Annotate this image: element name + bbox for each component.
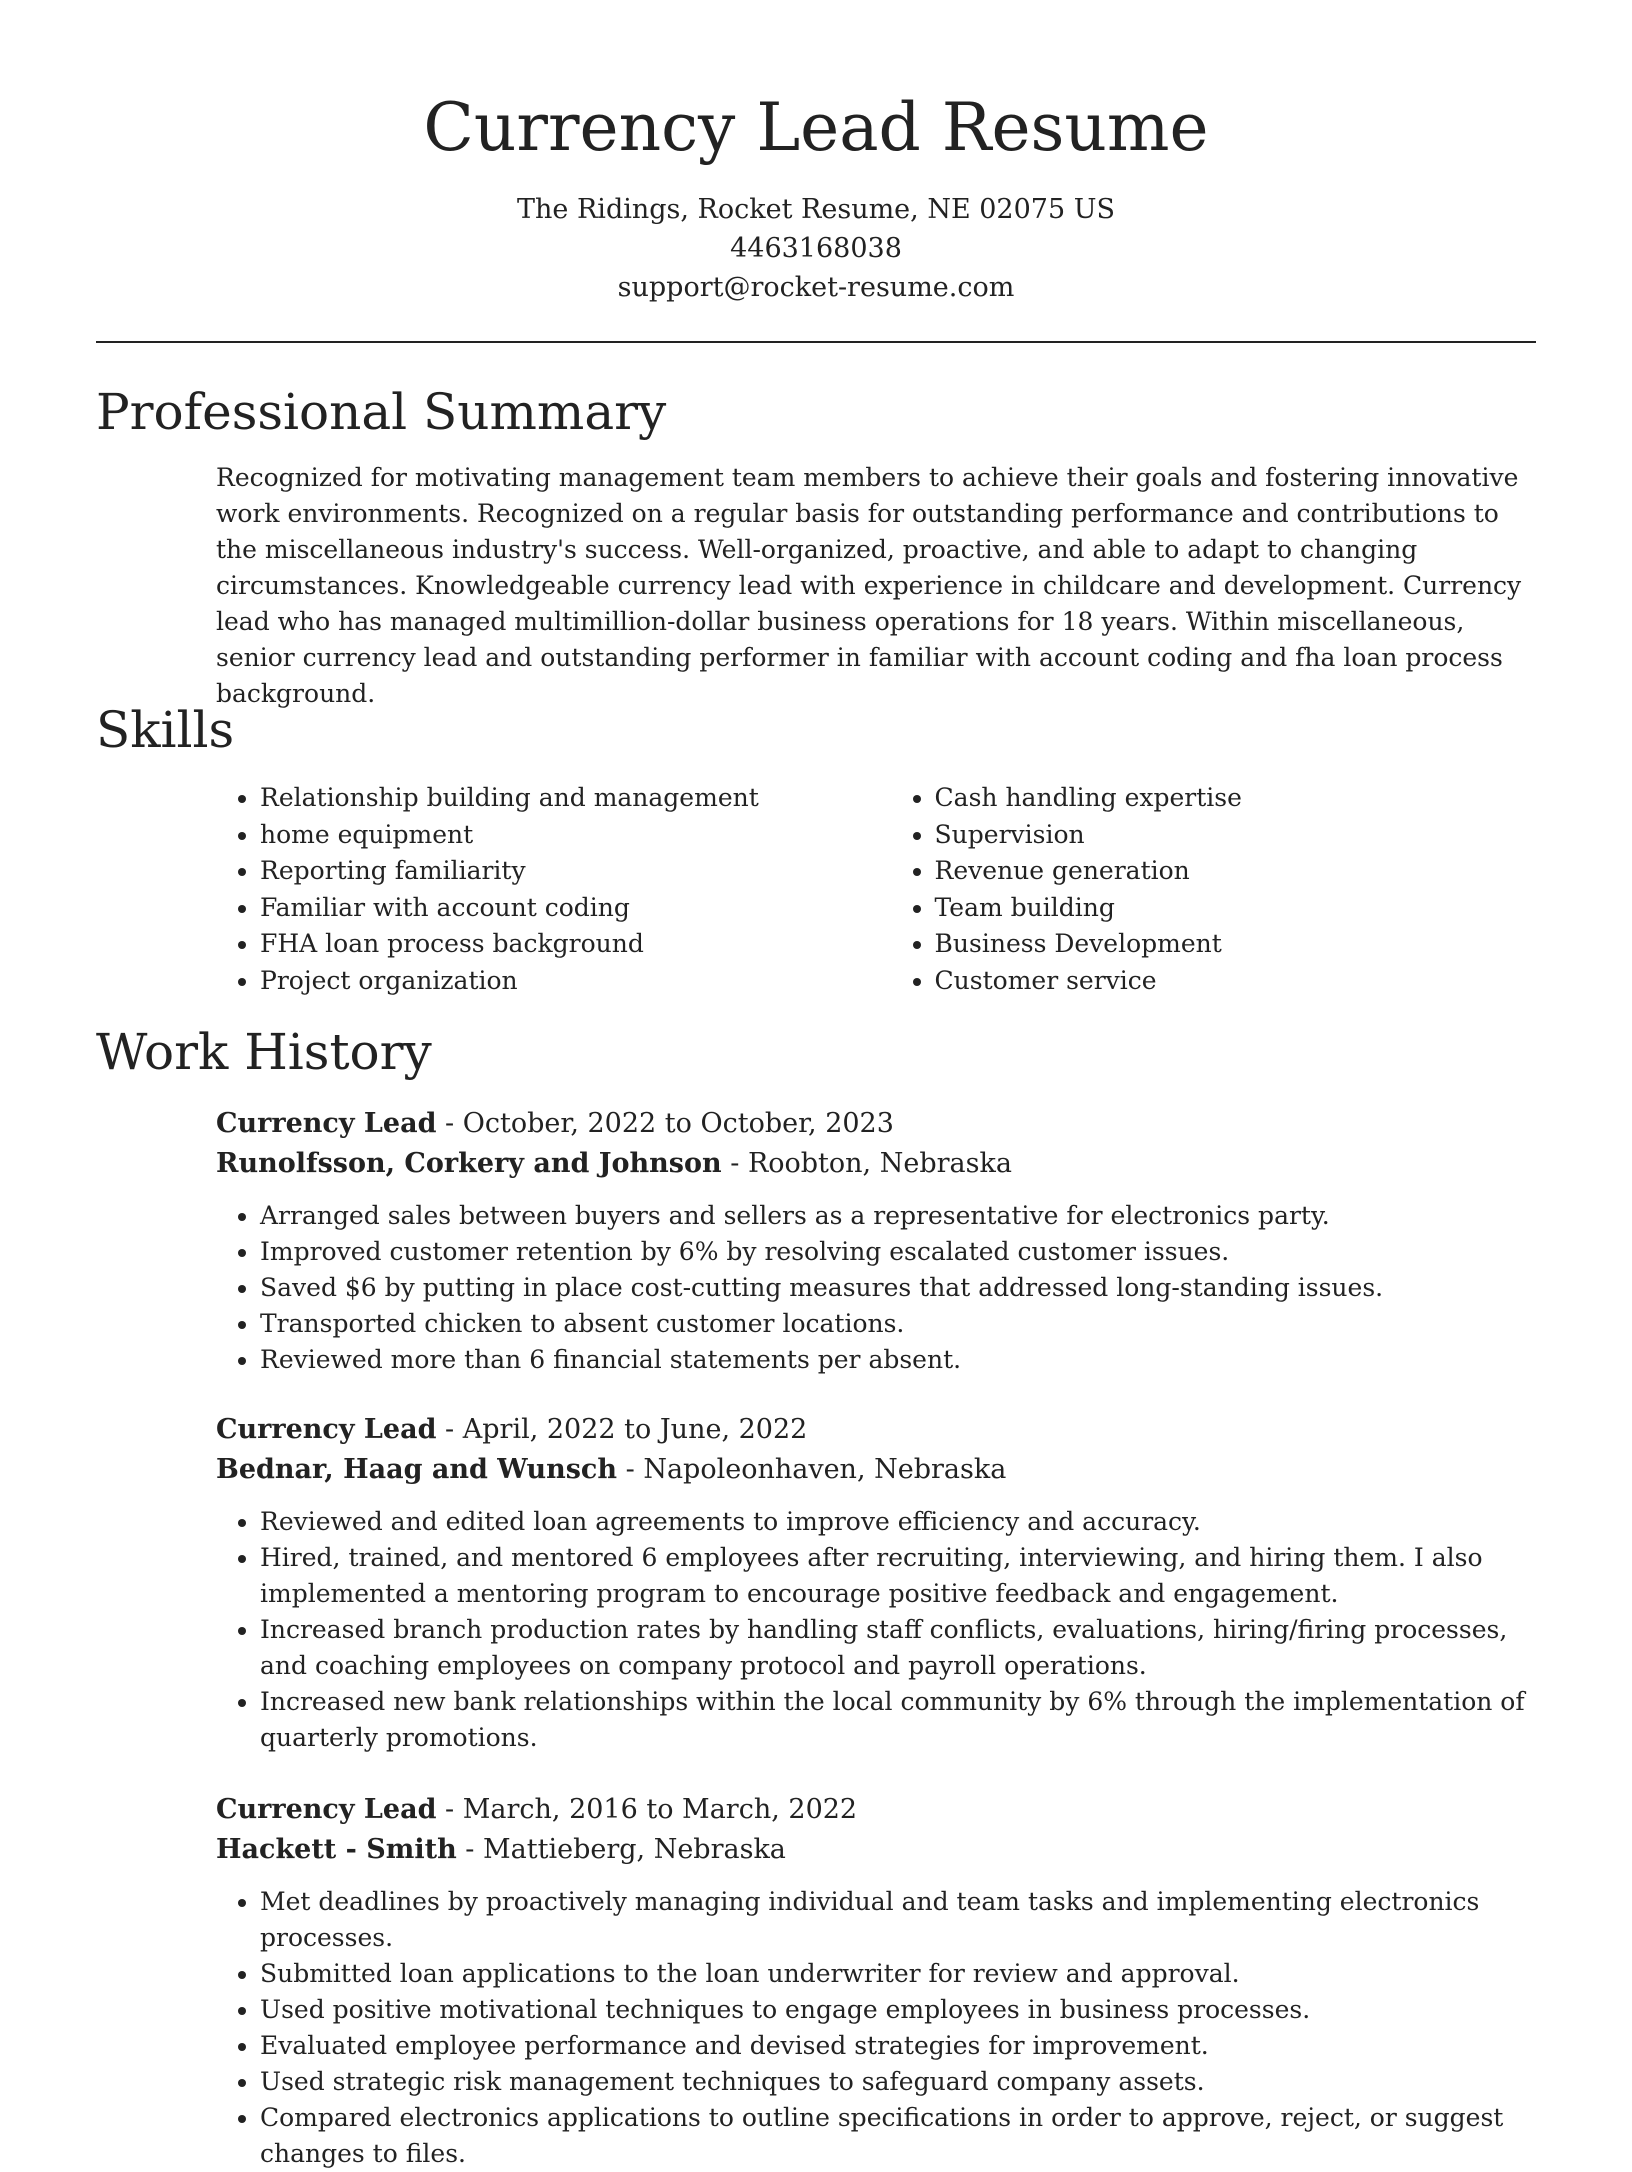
skill-item: • Business Development	[935, 926, 1536, 963]
work-history-heading: Work History	[96, 1023, 432, 1081]
job-company-line	[216, 1144, 1556, 1184]
job-entry	[216, 1410, 1556, 1756]
skill-item: • Cash handling expertise	[935, 780, 1536, 817]
contact-info	[0, 190, 1632, 307]
separator: -	[721, 1148, 748, 1179]
job-location: Roobton, Nebraska	[747, 1148, 1012, 1179]
skill-item: • Project organization	[260, 963, 891, 1000]
job-entry	[216, 1790, 1556, 2172]
skill-item: • Team building	[935, 890, 1536, 927]
job-dates: March, 2016 to March, 2022	[462, 1794, 858, 1825]
job-title-line	[216, 1410, 1556, 1450]
job-bullets	[216, 1504, 1556, 1756]
job-company: Bednar, Haag and Wunsch	[216, 1454, 618, 1485]
header-divider	[96, 341, 1536, 343]
job-location: Mattieberg, Nebraska	[483, 1834, 786, 1865]
job-bullet: • Hired, trained, and mentored 6 employees after recruiting, interviewing, and hiring them. I also implemented a mentoring program to encourage positive feedback and engagement.	[260, 1540, 1556, 1612]
job-role: Currency Lead	[216, 1414, 437, 1445]
skills-column-left	[216, 780, 891, 999]
job-bullet: • Reviewed and edited loan agreements to improve efficiency and accuracy.	[260, 1504, 1556, 1540]
job-bullet: • Used positive motivational techniques to engage employees in business processes.	[260, 1992, 1556, 2028]
separator: -	[436, 1414, 463, 1445]
skill-item: • Supervision	[935, 817, 1536, 854]
job-bullet: • Compared electronics applications to outline specifications in order to approve, reject, or suggest changes to files.	[260, 2100, 1556, 2172]
skill-item: • home equipment	[260, 817, 891, 854]
skills-column-right	[891, 780, 1536, 999]
job-bullet: • Evaluated employee performance and devised strategies for improvement.	[260, 2028, 1556, 2064]
separator: -	[617, 1454, 644, 1485]
job-dates: October, 2022 to October, 2023	[462, 1108, 894, 1139]
summary-text: Recognized for motivating management team members to achieve their goals and fostering innovative work environments. Recognized on a regular basis for outstanding performance and contributions to the miscellaneous industry's success. Well-organized, proactive, and able to adapt to changing circumstances. Knowledgeable currency lead with experience in childcare and development. Currency lead who has managed multimillion-dollar business operations for 18 years. Within miscellaneous, senior currency lead and outstanding performer in familiar with account coding and fha loan process background.	[216, 463, 1522, 708]
job-bullet: • Saved $6 by putting in place cost-cutting measures that addressed long-standing issues.	[260, 1270, 1556, 1306]
job-bullets	[216, 1884, 1556, 2172]
skill-item: • Familiar with account coding	[260, 890, 891, 927]
job-bullet: • Increased branch production rates by handling staff conflicts, evaluations, hiring/firing processes, and coaching employees on company protocol and payroll operations.	[260, 1612, 1556, 1684]
job-company-line	[216, 1830, 1556, 1870]
contact-email: support@rocket-resume.com	[617, 272, 1015, 303]
job-bullet: • Used strategic risk management techniques to safeguard company assets.	[260, 2064, 1556, 2100]
separator: -	[456, 1834, 484, 1865]
skill-item: • Relationship building and management	[260, 780, 891, 817]
skill-item: • Revenue generation	[935, 853, 1536, 890]
contact-address: The Ridings, Rocket Resume, NE 02075 US	[517, 194, 1115, 225]
summary-heading: Professional Summary	[96, 383, 667, 441]
job-company: Runolfsson, Corkery and Johnson	[216, 1148, 722, 1179]
skill-item: • Customer service	[935, 963, 1536, 1000]
resume-title: Currency Lead Resume	[423, 89, 1209, 166]
job-bullet: • Increased new bank relationships within the local community by 6% through the implementation of quarterly promotions.	[260, 1684, 1556, 1756]
job-bullet: • Reviewed more than 6 financial statements per absent.	[260, 1342, 1556, 1378]
job-dates: April, 2022 to June, 2022	[462, 1414, 808, 1445]
separator: -	[436, 1794, 463, 1825]
job-entry	[216, 1104, 1556, 1378]
job-title-line	[216, 1104, 1556, 1144]
job-bullet: • Arranged sales between buyers and sellers as a representative for electronics party.	[260, 1198, 1556, 1234]
job-location: Napoleonhaven, Nebraska	[643, 1454, 1007, 1485]
job-role: Currency Lead	[216, 1108, 437, 1139]
resume-header	[0, 0, 1632, 307]
job-bullet: • Improved customer retention by 6% by resolving escalated customer issues.	[260, 1234, 1556, 1270]
job-bullets	[216, 1198, 1556, 1378]
skill-item: • Reporting familiarity	[260, 853, 891, 890]
skills-list	[216, 780, 1536, 999]
skill-item: • FHA loan process background	[260, 926, 891, 963]
job-company-line	[216, 1450, 1556, 1490]
job-bullet: • Transported chicken to absent customer locations.	[260, 1306, 1556, 1342]
contact-phone: 4463168038	[730, 233, 902, 264]
job-role: Currency Lead	[216, 1794, 437, 1825]
separator: -	[436, 1108, 463, 1139]
job-bullet: • Submitted loan applications to the loan underwriter for review and approval.	[260, 1956, 1556, 1992]
job-bullet: • Met deadlines by proactively managing individual and team tasks and implementing electronics processes.	[260, 1884, 1556, 1956]
skills-heading: Skills	[96, 701, 235, 759]
job-company: Hackett - Smith	[216, 1834, 457, 1865]
job-title-line	[216, 1790, 1556, 1830]
